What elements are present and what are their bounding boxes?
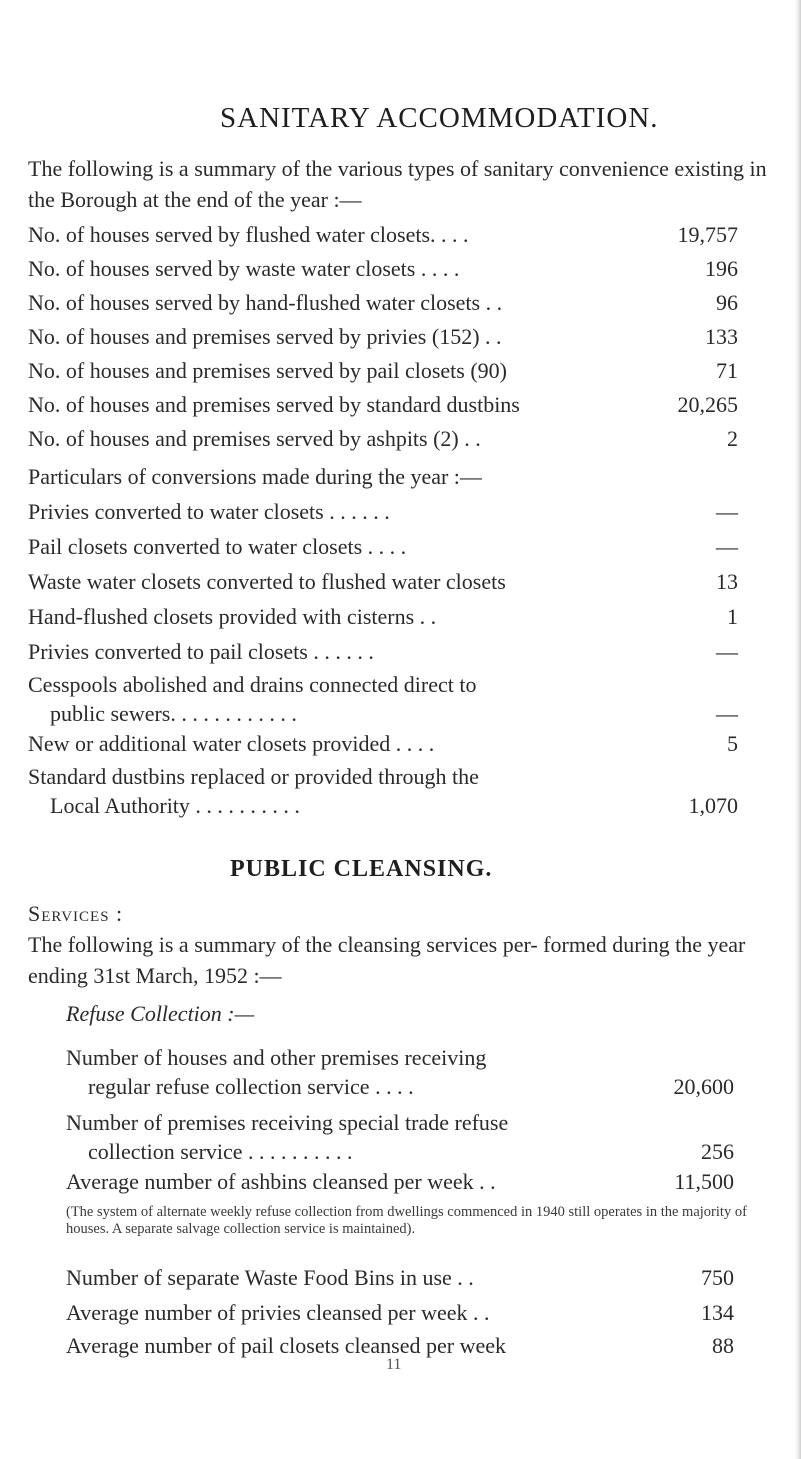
sanitary-row	[28, 253, 788, 285]
row-value: 196	[705, 256, 738, 281]
row-label: Number of premises receiving special trade refuse	[66, 1110, 509, 1135]
row-value: 5	[727, 731, 738, 756]
row-value: 11,500	[674, 1169, 734, 1194]
conversion-row	[28, 566, 788, 598]
row-label: No. of houses and premises served by standard dustbins	[28, 392, 520, 417]
row-value: 1,070	[688, 793, 738, 818]
row-label-cont: regular refuse collection service . . . .	[88, 1074, 414, 1099]
sanitary-row	[28, 355, 788, 387]
services-label: Services :	[28, 901, 124, 926]
row-value: 20,265	[677, 392, 738, 417]
row-value: 20,600	[673, 1074, 734, 1099]
row-label: Standard dustbins replaced or provided through the	[28, 764, 479, 789]
row-label: Average number of privies cleansed per week . .	[66, 1300, 490, 1325]
conversion-row	[28, 601, 788, 633]
row-label: Privies converted to pail closets . . . . . .	[28, 639, 374, 664]
row-value: —	[716, 499, 738, 524]
row-value: 256	[701, 1139, 734, 1164]
row-value: 133	[705, 324, 738, 349]
dustbins-row	[28, 762, 788, 820]
row-label: No. of houses served by flushed water closets. . . .	[28, 222, 469, 247]
row-label: Number of separate Waste Food Bins in use . .	[66, 1265, 474, 1290]
row-value: 96	[716, 290, 738, 315]
sanitary-heading: SANITARY ACCOMMODATION.	[220, 102, 659, 134]
sanitary-row	[28, 219, 788, 251]
row-label: Number of houses and other premises receiving	[66, 1045, 487, 1070]
row-label: Privies converted to water closets . . . . . .	[28, 499, 390, 524]
row-value: —	[716, 534, 738, 559]
sanitary-row	[28, 423, 788, 455]
page-edge-shadow	[795, 0, 801, 1459]
cleansing-intro: The following is a summary of the cleansing services per- formed during the year ending 31st March, 1952 :—	[28, 932, 746, 988]
conversion-row	[28, 496, 788, 528]
cleansing-heading: PUBLIC CLEANSING.	[230, 856, 493, 882]
trade-row	[66, 1108, 788, 1166]
row-value: 19,757	[677, 222, 738, 247]
sanitary-row	[28, 287, 788, 319]
row-value: 88	[712, 1333, 734, 1358]
row-label: No. of houses served by waste water closets . . . .	[28, 256, 460, 281]
row-label-cont: public sewers. . . . . . . . . . . .	[50, 701, 297, 726]
ashbins-row	[66, 1166, 788, 1198]
row-label: Average number of pail closets cleansed per week	[66, 1333, 507, 1358]
privies-row	[66, 1297, 788, 1329]
collection-note: (The system of alternate weekly refuse collection from dwellings commenced in 1940 still operates in the majority of houses. A separate salvage collection service is maintained).	[66, 1204, 747, 1237]
cesspools-row	[28, 670, 788, 728]
new-wc-row	[28, 728, 788, 760]
row-label-cont: collection service . . . . . . . . . .	[88, 1139, 353, 1164]
row-value: 1	[727, 604, 738, 629]
food-bins-row	[66, 1262, 788, 1294]
row-label: Hand-flushed closets provided with cisterns . .	[28, 604, 437, 629]
row-label: No. of houses and premises served by ashpits (2) . .	[28, 426, 481, 451]
sanitary-row	[28, 389, 788, 421]
houses-row	[66, 1043, 788, 1101]
refuse-heading: Refuse Collection :—	[66, 1001, 255, 1026]
row-value: —	[716, 701, 738, 726]
row-label: No. of houses and premises served by pail closets (90)	[28, 358, 508, 383]
page-number: 11	[386, 1356, 402, 1373]
pail-row	[66, 1330, 788, 1362]
row-value: —	[716, 639, 738, 664]
sanitary-intro: The following is a summary of the various types of sanitary convenience existing in the Borough at the end of the year :—	[28, 156, 767, 212]
row-value: 2	[727, 426, 738, 451]
row-label: Average number of ashbins cleansed per week . .	[66, 1169, 496, 1194]
row-label: Waste water closets converted to flushed water closets	[28, 569, 506, 594]
row-label: No. of houses and premises served by privies (152) . .	[28, 324, 502, 349]
conversions-heading: Particulars of conversions made during the year :—	[28, 464, 482, 489]
sanitary-row	[28, 321, 788, 353]
row-value: 750	[701, 1265, 734, 1290]
row-label: Cesspools abolished and drains connected direct to	[28, 672, 477, 697]
row-label: Pail closets converted to water closets . . . .	[28, 534, 407, 559]
row-value: 13	[716, 569, 738, 594]
row-label: New or additional water closets provided . . . .	[28, 731, 435, 756]
row-label-cont: Local Authority . . . . . . . . . .	[50, 793, 300, 818]
row-value: 71	[716, 358, 738, 383]
row-label: No. of houses served by hand-flushed water closets . .	[28, 290, 503, 315]
conversion-row	[28, 636, 788, 668]
row-value: 134	[701, 1300, 734, 1325]
conversion-row	[28, 531, 788, 563]
